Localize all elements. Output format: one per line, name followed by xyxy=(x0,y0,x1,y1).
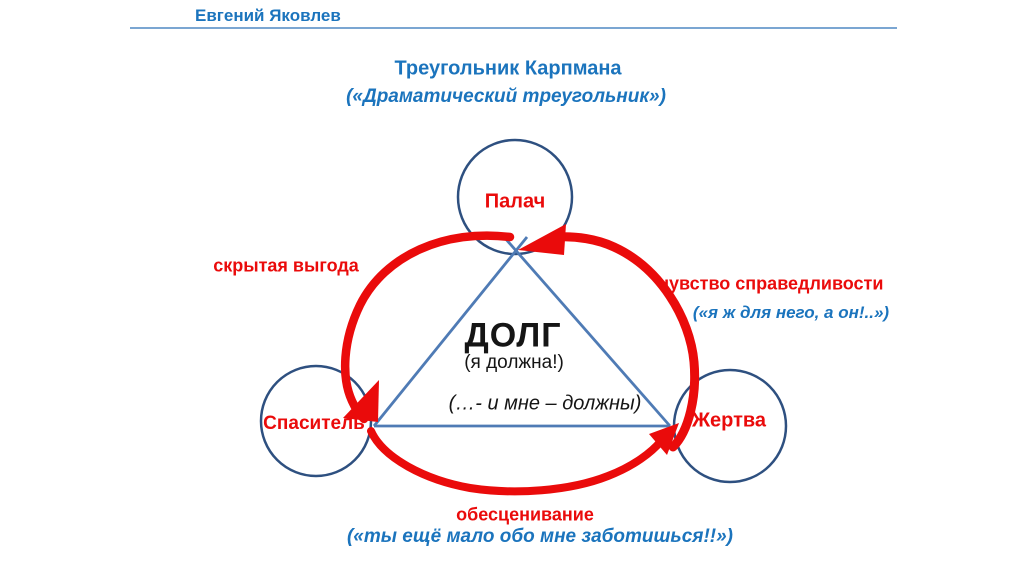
annotation-devaluation-quote: («ты ещё мало обо мне заботишься!!») xyxy=(346,526,734,547)
center-word-debt: ДОЛГ xyxy=(464,316,562,355)
role-label-rescuer: Спаситель xyxy=(263,413,365,434)
annotation-hidden-benefit: скрытая выгода xyxy=(213,255,359,276)
center-line-i-must: (я должна!) xyxy=(464,352,564,373)
annotation-justice-quote: («я ж для него, а он!..») xyxy=(692,303,890,322)
annotation-sense-of-justice: чувство справедливости xyxy=(658,273,884,294)
role-label-victim: Жертва xyxy=(691,409,767,432)
author-name: Евгений Яковлев xyxy=(195,6,341,25)
center-line-owed-to-me: (…- и мне – должны) xyxy=(448,392,642,415)
slide-title: Треугольник Карпмана xyxy=(394,57,622,80)
role-label-persecutor: Палач xyxy=(484,190,546,213)
annotation-devaluation: обесценивание xyxy=(456,504,594,525)
cycle-arc-rescuer-to-victim xyxy=(371,431,661,491)
slide-subtitle: («Драматический треугольник») xyxy=(346,86,666,107)
